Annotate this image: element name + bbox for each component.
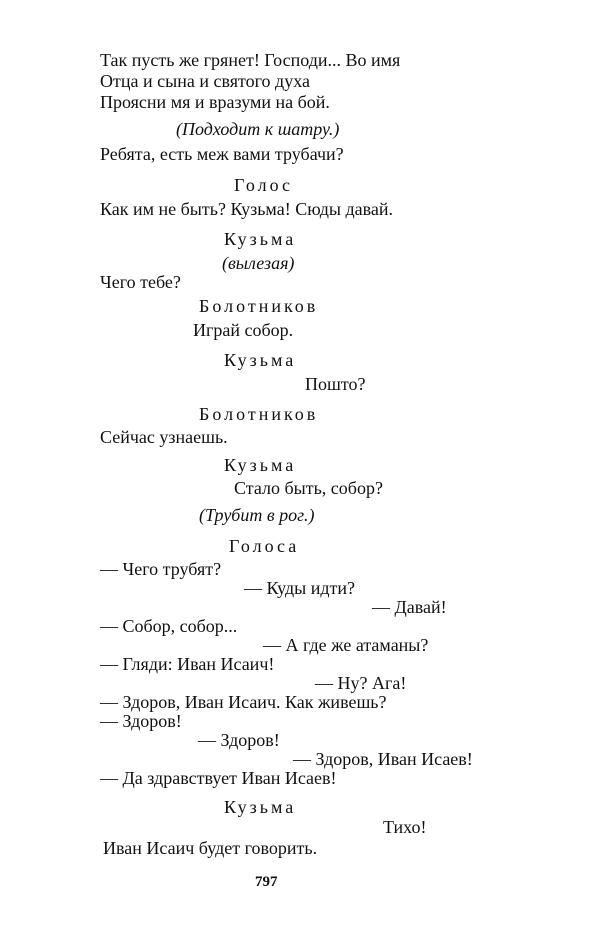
dialogue-line: — Здоров, Иван Исаев! xyxy=(293,749,473,769)
speaker-name: Кузьма xyxy=(224,229,297,249)
stage-direction: (вылезая) xyxy=(222,253,295,273)
verse-line: Чего тебе? xyxy=(100,272,181,292)
verse-line: Стало быть, собор? xyxy=(234,478,383,498)
dialogue-line: — Здоров! xyxy=(198,730,280,750)
speaker-name: Болотников xyxy=(199,404,319,424)
verse-line: Как им не быть? Кузьма! Сюды давай. xyxy=(100,199,394,219)
verse-line: Проясни мя и вразуми на бой. xyxy=(100,92,330,112)
dialogue-line: — Чего трубят? xyxy=(100,559,222,579)
dialogue-line: — Ну? Ага! xyxy=(315,673,407,693)
speaker-name: Голоса xyxy=(229,536,300,556)
page-number: 797 xyxy=(255,874,278,890)
verse-line: Тихо! xyxy=(383,817,427,837)
verse-line: Так пусть же грянет! Господи... Во имя xyxy=(100,50,401,70)
speaker-name: Кузьма xyxy=(224,350,297,370)
speaker-name: Кузьма xyxy=(224,797,297,817)
stage-direction: (Подходит к шатру.) xyxy=(176,119,340,139)
verse-line: Иван Исаич будет говорить. xyxy=(103,838,318,858)
dialogue-line: — Гляди: Иван Исаич! xyxy=(100,654,275,674)
dialogue-line: — Куды идти? xyxy=(244,578,356,598)
dialogue-line: — А где же атаманы? xyxy=(263,635,429,655)
speaker-name: Кузьма xyxy=(224,455,297,475)
speaker-name: Болотников xyxy=(199,296,319,316)
verse-line: Пошто? xyxy=(305,374,366,394)
dialogue-line: — Давай! xyxy=(372,597,447,617)
verse-line: Играй собор. xyxy=(193,320,294,340)
dialogue-line: — Собор, собор... xyxy=(100,616,238,636)
verse-line: Отца и сына и святого духа xyxy=(100,71,310,91)
dialogue-line: — Здоров, Иван Исаич. Как живешь? xyxy=(100,692,387,712)
dialogue-line: — Да здравствует Иван Исаев! xyxy=(100,768,337,788)
dialogue-line: — Здоров! xyxy=(100,711,182,731)
verse-line: Ребята, есть меж вами трубачи? xyxy=(100,144,344,164)
stage-direction: (Трубит в рог.) xyxy=(199,505,315,525)
speaker-name: Голос xyxy=(234,175,294,195)
verse-line: Сейчас узнаешь. xyxy=(100,427,228,447)
